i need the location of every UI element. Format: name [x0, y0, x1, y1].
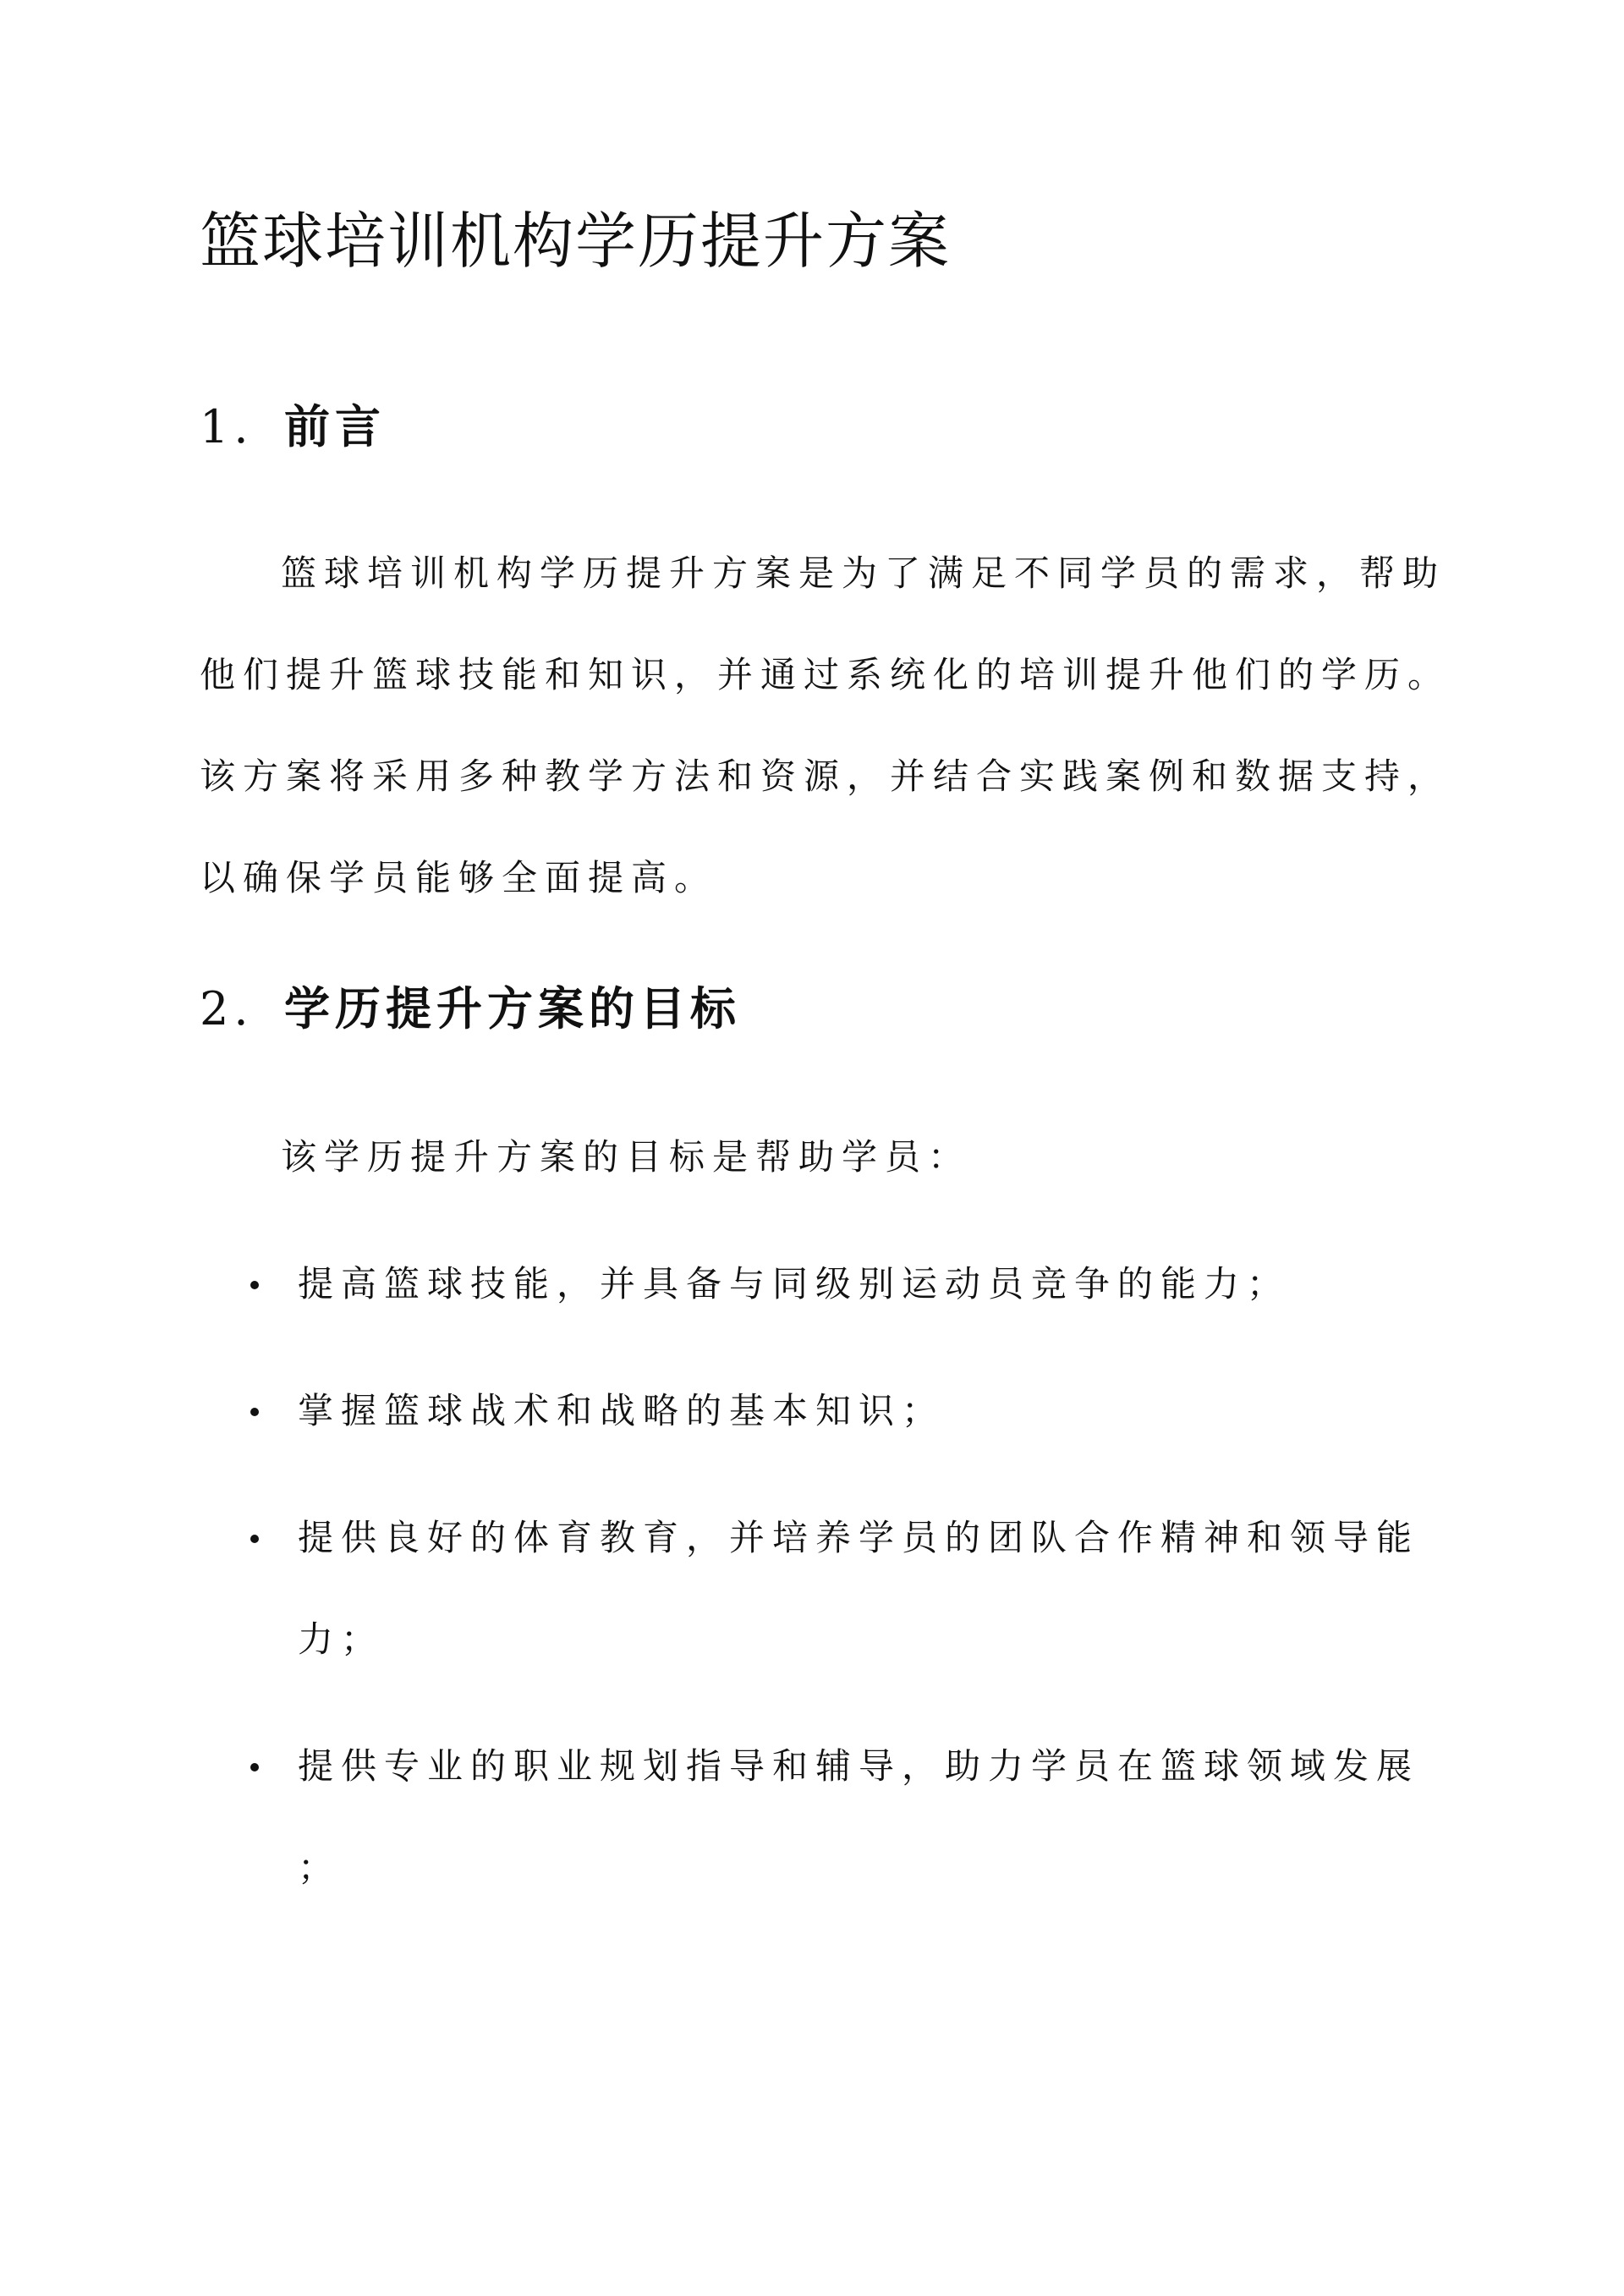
section-title: 前言	[284, 399, 386, 453]
bullet-dot-icon	[250, 1408, 259, 1416]
paragraph-line: 篮球培训机构学历提升方案是为了满足不同学员的需求，帮助	[281, 552, 1446, 594]
goals-bullet-list	[200, 1233, 1426, 1944]
list-item	[200, 1360, 1426, 1462]
list-item-line: 提供专业的职业规划指导和辅导，助力学员在篮球领域发展	[298, 1745, 1420, 1787]
goals-intro-paragraph	[200, 1107, 1426, 1208]
section-heading-preface	[200, 399, 386, 455]
paragraph-line: 该方案将采用多种教学方法和资源，并结合实践案例和数据支持，	[200, 755, 1451, 797]
preface-paragraph	[200, 523, 1451, 929]
list-item	[200, 1716, 1426, 1919]
paragraph-line: 该学历提升方案的目标是帮助学员：	[281, 1136, 972, 1178]
section-number: 2.	[200, 982, 254, 1035]
section-number: 1.	[200, 400, 254, 453]
list-item	[200, 1487, 1426, 1690]
section-heading-goals	[200, 981, 741, 1037]
section-title: 学历提升方案的目标	[284, 981, 741, 1035]
list-item-line: 力；	[298, 1618, 385, 1660]
list-item-line: 提供良好的体育教育，并培养学员的团队合作精神和领导能	[298, 1517, 1420, 1558]
bullet-dot-icon	[250, 1281, 259, 1289]
list-item-line: 提高篮球技能，并具备与同级别运动员竞争的能力；	[298, 1263, 1291, 1305]
paragraph-line: 他们提升篮球技能和知识，并通过系统化的培训提升他们的学历。	[200, 654, 1451, 695]
document-title: 篮球培训机构学历提升方案	[200, 206, 952, 277]
list-item-line: 掌握篮球战术和战略的基本知识；	[298, 1390, 946, 1431]
bullet-dot-icon	[250, 1763, 259, 1771]
paragraph-line: 以确保学员能够全面提高。	[200, 857, 718, 898]
bullet-dot-icon	[250, 1535, 259, 1543]
list-item-line: ；	[298, 1847, 342, 1888]
list-item	[200, 1233, 1426, 1335]
